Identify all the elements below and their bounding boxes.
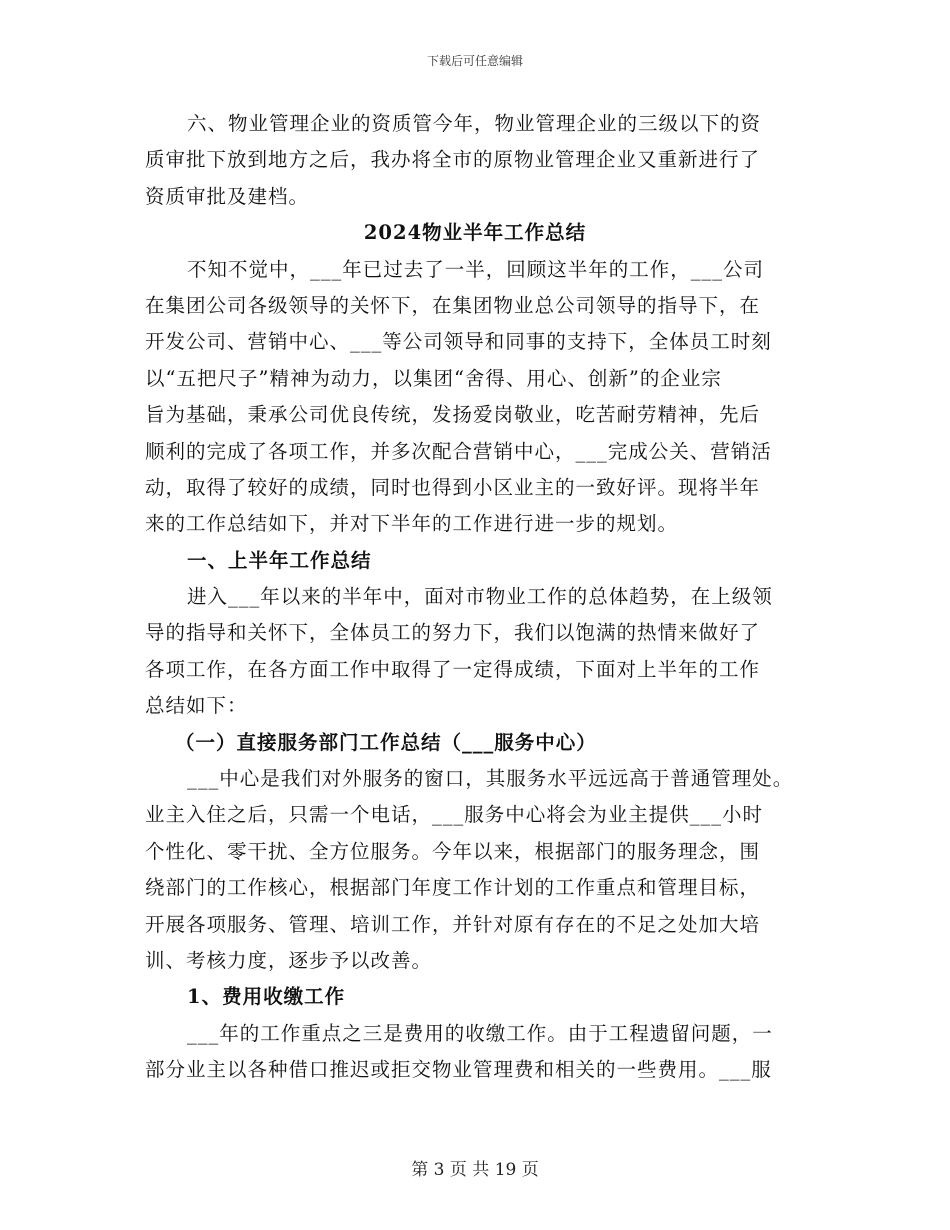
paragraph-line: 进入___年以来的半年中，面对市物业工作的总体趋势，在上级领 [187,585,773,609]
paragraph-line: 不知不觉中，___年已过去了一半，回顾这半年的工作，___公司 [187,257,765,281]
paragraph-line: 旨为基础，秉承公司优良传统，发扬爱岗敬业，吃苦耐劳精神，先后 [145,403,761,427]
paragraph-line: 业主入住之后，只需一个电话，___服务中心将会为业主提供___小时 [145,803,764,827]
section-heading: 一、上半年工作总结 [187,548,372,572]
paragraph-line: ___中心是我们对外服务的窗口，其服务水平远远高于普通管理处。 [187,767,794,791]
paragraph-line: 部分业主以各种借口推迟或拒交物业管理费和相关的一些费用。___服 [145,1058,772,1082]
paragraph-line: 在集团公司各级领导的关怀下，在集团物业总公司领导的指导下，在 [145,293,761,317]
paragraph-line: 来的工作总结如下，并对下半年的工作进行进一步的规划。 [145,512,679,536]
document-body [145,106,805,1089]
page-header-note: 下载后可任意编辑 [426,54,523,68]
paragraph-line: 绕部门的工作核心，根据部门年度工作计划的工作重点和管理目标， [145,876,761,900]
paragraph-line: 导的指导和关怀下，全体员工的努力下，我们以饱满的热情来做好了 [145,621,761,645]
paragraph-line: 资质审批及建档。 [145,184,310,208]
subsection-heading: （一）直接服务部门工作总结（___服务中心） [175,730,597,754]
item-heading: 1、费用收缴工作 [187,985,346,1009]
paragraph-line: 总结如下： [145,694,248,718]
document-title: 2024物业半年工作总结 [363,221,587,245]
paragraph-line: 质审批下放到地方之后，我办将全市的原物业管理企业又重新进行了 [145,148,761,172]
paragraph-line: 动，取得了较好的成绩，同时也得到小区业主的一致好评。现将半年 [145,475,761,499]
paragraph-line: 个性化、零干扰、全方位服务。今年以来，根据部门的服务理念，围 [145,839,761,863]
paragraph-line: 各项工作，在各方面工作中取得了一定得成绩，下面对上半年的工作 [145,657,761,681]
paragraph-line: 以“五把尺子”精神为动力，以集团“舍得、用心、创新”的企业宗 [145,366,722,390]
paragraph-line: 开发公司、营销中心、___等公司领导和同事的支持下，全体员工时刻 [145,330,772,354]
paragraph-line: ___年的工作重点之三是费用的收缴工作。由于工程遗留问题，一 [187,1021,773,1045]
paragraph-line: 六、物业管理企业的资质管今年，物业管理企业的三级以下的资 [187,112,762,135]
paragraph-line: 顺利的完成了各项工作，并多次配合营销中心，___完成公关、营销活 [145,439,772,463]
paragraph-line: 训、考核力度，逐步予以改善。 [145,948,433,972]
paragraph-line: 开展各项服务、管理、培训工作，并针对原有存在的不足之处加大培 [145,912,761,936]
page-number: 第 3 页 共 19 页 [411,1160,539,1180]
